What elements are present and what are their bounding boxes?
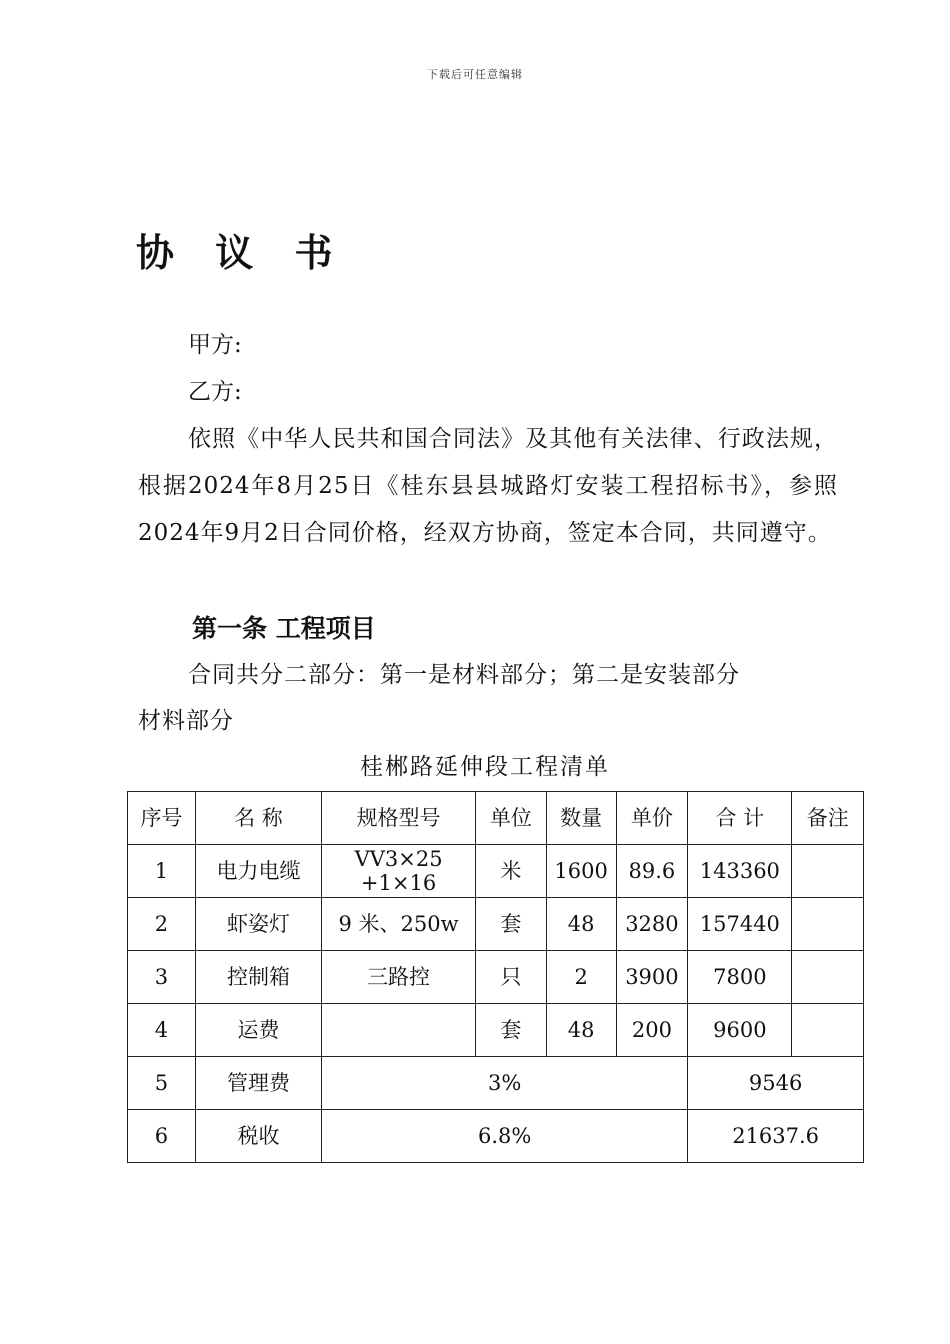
cell-total: 143360: [688, 845, 792, 898]
cell-seq: 2: [128, 898, 196, 951]
cell-name: 税收: [195, 1110, 321, 1163]
cell-price: 3900: [616, 951, 688, 1004]
header-qty: 数量: [546, 792, 616, 845]
cell-seq: 5: [128, 1057, 196, 1110]
cell-unit: 套: [476, 898, 547, 951]
cell-spec-line: +1×16: [360, 871, 437, 895]
cell-name: 电力电缆: [195, 845, 321, 898]
fee-row: [128, 1057, 864, 1110]
cell-note: [792, 845, 864, 898]
header-note: 下载后可任意编辑: [427, 68, 523, 81]
cell-spec-line: VV3×25: [354, 847, 443, 871]
cell-seq: 4: [128, 1004, 196, 1057]
party-b-label: 乙方:: [188, 379, 242, 405]
cell-total: 7800: [688, 951, 792, 1004]
cell-seq: 6: [128, 1110, 196, 1163]
cell-unit: 套: [476, 1004, 547, 1057]
cell-price: 89.6: [616, 845, 688, 898]
section-heading: 第一条 工程项目: [192, 614, 376, 643]
cell-spec: 9 米、250w: [322, 898, 476, 951]
cell-total: 9600: [688, 1004, 792, 1057]
table-row: [128, 845, 864, 898]
document-title: 协 议 书: [136, 231, 347, 275]
table-title: 桂郴路延伸段工程清单: [360, 754, 610, 780]
cell-spec: 三路控: [322, 951, 476, 1004]
cell-name: 控制箱: [195, 951, 321, 1004]
fee-row: [128, 1110, 864, 1163]
party-a-label: 甲方:: [188, 332, 242, 358]
bill-of-quantities-table: [127, 791, 864, 1163]
cell-name: 管理费: [195, 1057, 321, 1110]
header-name: 名 称: [195, 792, 321, 845]
cell-rate: 6.8%: [322, 1110, 688, 1163]
intro-paragraph: 依照《中华人民共和国合同法》及其他有关法律、行政法规，根据2024年8月25日《桂东县县城路灯安装工程招标书》，参照2024年9月2日合同价格，经双方协商，签定本合同，共同遵守。: [138, 426, 838, 546]
header-spec: 规格型号: [322, 792, 476, 845]
cell-amount: 9546: [688, 1057, 864, 1110]
section-intro: 合同共分二部分：第一是材料部分；第二是安装部分: [188, 662, 740, 688]
header-note-col: 备注: [792, 792, 864, 845]
cell-unit: 只: [476, 951, 547, 1004]
cell-spec: [322, 845, 476, 898]
cell-seq: 1: [128, 845, 196, 898]
cell-name: 虾姿灯: [195, 898, 321, 951]
header-price: 单价: [616, 792, 688, 845]
cell-price: 200: [616, 1004, 688, 1057]
table-row: [128, 951, 864, 1004]
table-header-row: [128, 792, 864, 845]
cell-price: 3280: [616, 898, 688, 951]
cell-amount: 21637.6: [688, 1110, 864, 1163]
cell-rate: 3%: [322, 1057, 688, 1110]
cell-note: [792, 898, 864, 951]
cell-name: 运费: [195, 1004, 321, 1057]
cell-total: 157440: [688, 898, 792, 951]
cell-unit: 米: [476, 845, 547, 898]
table-row: [128, 898, 864, 951]
cell-qty: 48: [546, 1004, 616, 1057]
cell-qty: 48: [546, 898, 616, 951]
header-unit: 单位: [476, 792, 547, 845]
header-total: 合 计: [688, 792, 792, 845]
materials-label: 材料部分: [138, 708, 234, 734]
cell-qty: 2: [546, 951, 616, 1004]
table-row: [128, 1004, 864, 1057]
cell-qty: 1600: [546, 845, 616, 898]
cell-seq: 3: [128, 951, 196, 1004]
cell-note: [792, 1004, 864, 1057]
header-seq: 序号: [128, 792, 196, 845]
cell-spec: [322, 1004, 476, 1057]
cell-note: [792, 951, 864, 1004]
